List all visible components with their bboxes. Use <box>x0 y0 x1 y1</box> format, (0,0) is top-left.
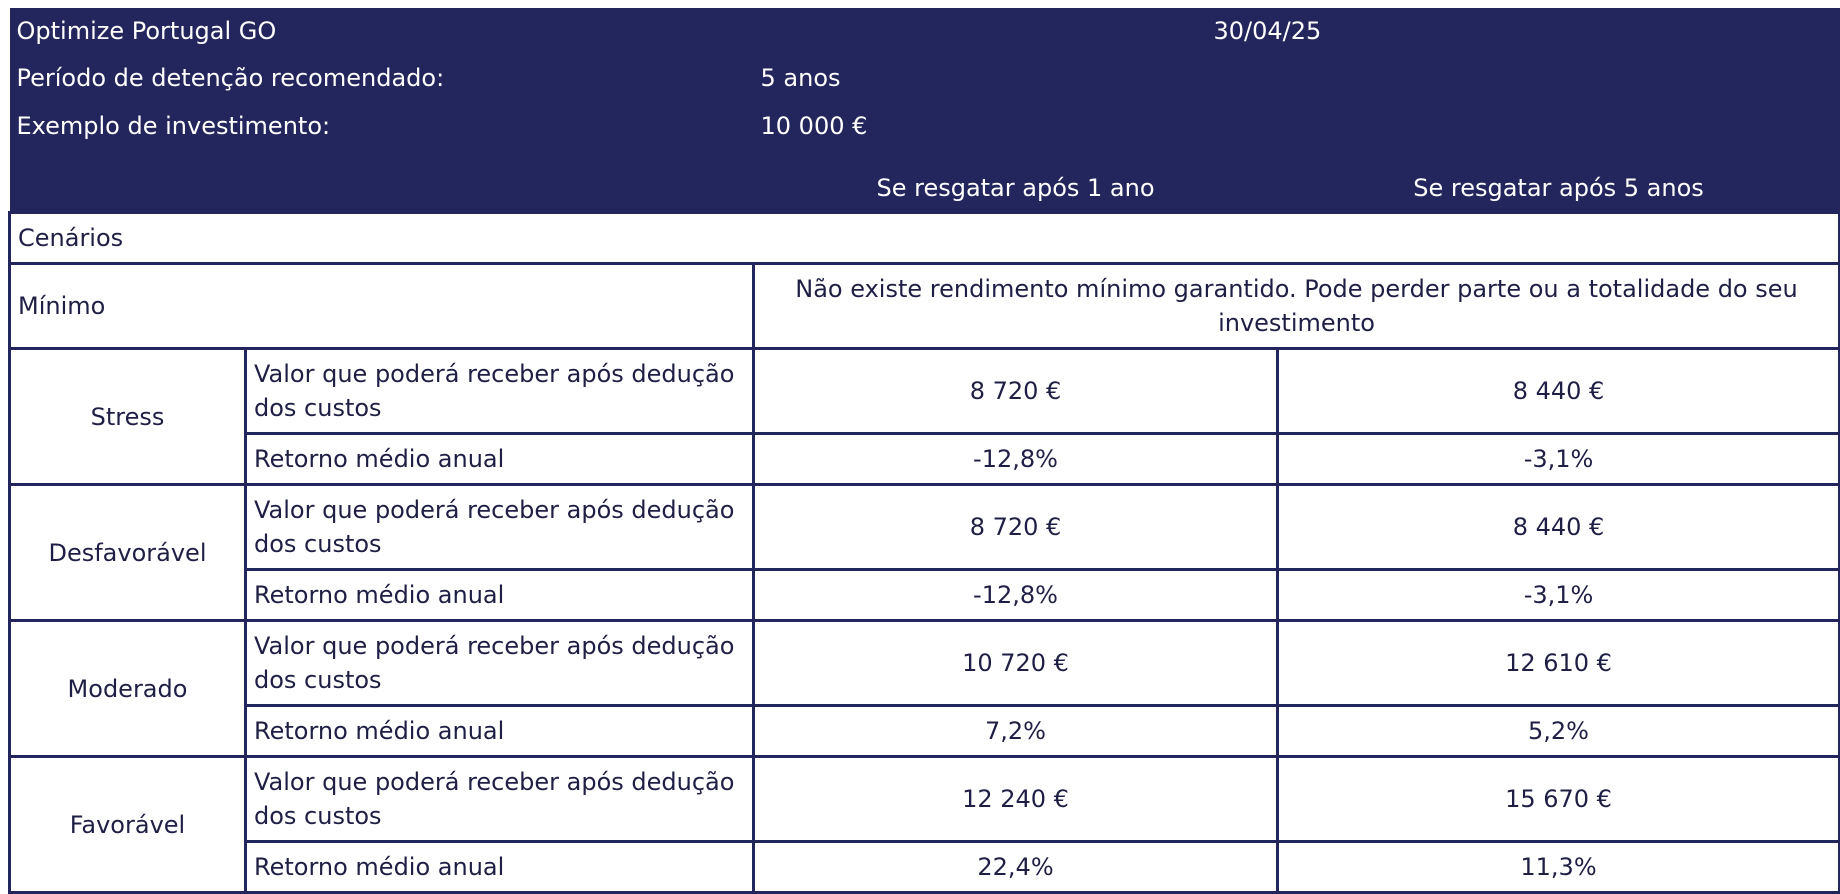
performance-scenarios-table <box>8 8 1840 894</box>
table-row <box>10 570 1840 621</box>
minimum-text: Não existe rendimento mínimo garantido. Pode perder parte ou a totalidade do seu investimento <box>754 264 1840 349</box>
product-name: Optimize Portugal GO <box>10 8 1278 54</box>
return-row-label: Retorno médio anual <box>246 570 754 621</box>
value-5-years: 15 670 € <box>1278 757 1840 842</box>
return-5-years: -3,1% <box>1278 434 1840 485</box>
return-5-years: 5,2% <box>1278 706 1840 757</box>
return-row-label: Retorno médio anual <box>246 434 754 485</box>
scenario-name: Favorável <box>10 757 246 893</box>
header-spacer <box>10 150 754 213</box>
return-1-year: -12,8% <box>754 434 1278 485</box>
table-row <box>10 434 1840 485</box>
value-row-label: Valor que poderá receber após dedução dos custos <box>246 757 754 842</box>
table-row <box>10 706 1840 757</box>
scenario-name: Moderado <box>10 621 246 757</box>
return-row-label: Retorno médio anual <box>246 842 754 893</box>
return-5-years: -3,1% <box>1278 570 1840 621</box>
table-row <box>10 621 1840 706</box>
return-row-label: Retorno médio anual <box>246 706 754 757</box>
scenario-name: Stress <box>10 349 246 485</box>
return-1-year: 22,4% <box>754 842 1278 893</box>
report-date: 30/04/25 <box>1278 8 1840 54</box>
return-5-years: 11,3% <box>1278 842 1840 893</box>
value-row-label: Valor que poderá receber após dedução dos custos <box>246 621 754 706</box>
value-5-years: 12 610 € <box>1278 621 1840 706</box>
holding-period-label: Período de detenção recomendado: <box>10 54 754 102</box>
return-1-year: 7,2% <box>754 706 1278 757</box>
scenario-name: Desfavorável <box>10 485 246 621</box>
performance-scenarios-sheet <box>8 8 1838 894</box>
value-row-label: Valor que poderá receber após dedução dos custos <box>246 485 754 570</box>
value-1-year: 8 720 € <box>754 485 1278 570</box>
value-1-year: 10 720 € <box>754 621 1278 706</box>
value-5-years: 8 440 € <box>1278 349 1840 434</box>
table-row <box>10 842 1840 893</box>
value-1-year: 8 720 € <box>754 349 1278 434</box>
return-1-year: -12,8% <box>754 570 1278 621</box>
holding-period-value: 5 anos <box>754 54 1840 102</box>
col-header-1-year: Se resgatar após 1 ano <box>754 150 1278 213</box>
value-5-years: 8 440 € <box>1278 485 1840 570</box>
investment-example-label: Exemplo de investimento: <box>10 102 754 150</box>
scenarios-label: Cenários <box>10 213 1840 264</box>
investment-example-value: 10 000 € <box>754 102 1840 150</box>
table-row <box>10 485 1840 570</box>
table-header <box>10 8 1840 213</box>
minimum-label: Mínimo <box>10 264 754 349</box>
col-header-5-years: Se resgatar após 5 anos <box>1278 150 1840 213</box>
table-row <box>10 757 1840 842</box>
value-row-label: Valor que poderá receber após dedução dos custos <box>246 349 754 434</box>
table-row <box>10 349 1840 434</box>
value-1-year: 12 240 € <box>754 757 1278 842</box>
table-body <box>10 213 1840 893</box>
